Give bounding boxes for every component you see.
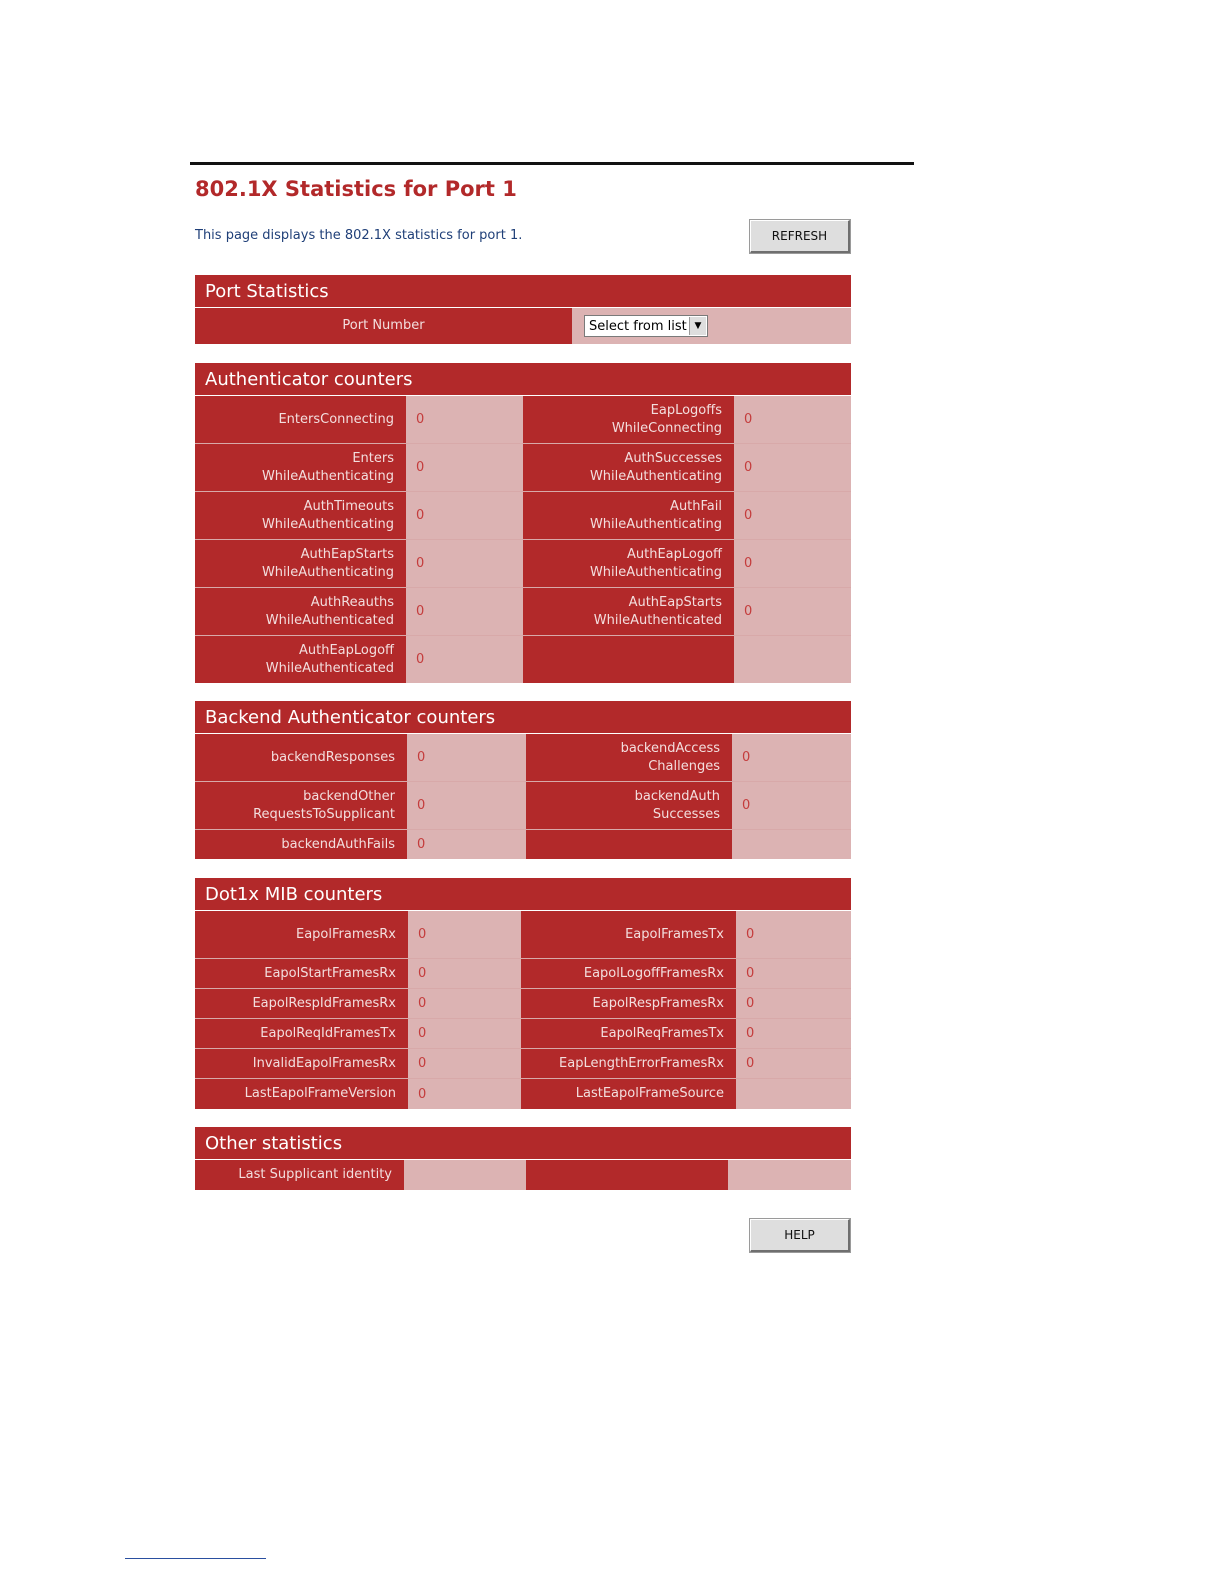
counter-label: AuthReauths WhileAuthenticated xyxy=(195,588,406,635)
counter-label: AuthSuccesses WhileAuthenticating xyxy=(523,444,734,491)
counter-value xyxy=(734,636,851,683)
counter-label: Last Supplicant identity xyxy=(195,1160,404,1190)
counter-label: backendAuthFails xyxy=(195,830,407,859)
footnote-divider xyxy=(125,1558,266,1559)
counter-value: 0 xyxy=(407,830,526,859)
port-number-select-value: Select from list xyxy=(589,318,687,334)
authenticator-counters-section xyxy=(195,363,851,683)
counter-row xyxy=(195,959,851,989)
counter-value: 0 xyxy=(406,636,523,683)
counter-label: backendAuth Successes xyxy=(526,782,732,829)
counter-label: EapLogoffs WhileConnecting xyxy=(523,396,734,443)
counter-value: 0 xyxy=(408,911,521,958)
counter-value: 0 xyxy=(408,1049,521,1078)
counter-label: AuthEapLogoff WhileAuthenticated xyxy=(195,636,406,683)
counter-value: 0 xyxy=(408,1019,521,1048)
counter-value: 0 xyxy=(736,959,851,988)
port-statistics-section xyxy=(195,275,851,344)
backend-counters-section xyxy=(195,701,851,859)
counter-row xyxy=(195,782,851,830)
counter-value xyxy=(732,830,851,859)
section-heading: Port Statistics xyxy=(195,275,851,308)
counter-value: 0 xyxy=(406,444,523,491)
counter-row xyxy=(195,540,851,588)
counter-label: Enters WhileAuthenticating xyxy=(195,444,406,491)
counter-value: 0 xyxy=(734,492,851,539)
counter-value: 0 xyxy=(734,588,851,635)
counter-value: 0 xyxy=(736,1019,851,1048)
counter-value: 0 xyxy=(734,540,851,587)
counter-value: 0 xyxy=(406,396,523,443)
counter-value: 0 xyxy=(408,959,521,988)
counter-label: AuthEapLogoff WhileAuthenticating xyxy=(523,540,734,587)
counter-row xyxy=(195,1079,851,1109)
counter-row xyxy=(195,588,851,636)
chevron-down-icon[interactable]: ▼ xyxy=(689,317,706,335)
counter-label: EapolRespFramesRx xyxy=(521,989,736,1018)
counter-label: AuthEapStarts WhileAuthenticated xyxy=(523,588,734,635)
counter-label: backendOther RequestsToSupplicant xyxy=(195,782,407,829)
counter-label xyxy=(526,830,732,859)
mib-counters-section xyxy=(195,878,851,1109)
counter-row xyxy=(195,492,851,540)
refresh-button[interactable]: REFRESH xyxy=(750,220,850,253)
counter-row xyxy=(195,830,851,859)
page-description: This page displays the 802.1X statistics for port 1. xyxy=(195,228,523,243)
counter-label: EapolFramesTx xyxy=(521,911,736,958)
other-statistics-section xyxy=(195,1127,851,1190)
page-title: 802.1X Statistics for Port 1 xyxy=(195,177,517,201)
counter-label: AuthTimeouts WhileAuthenticating xyxy=(195,492,406,539)
counter-label: EapLengthErrorFramesRx xyxy=(521,1049,736,1078)
section-heading: Dot1x MIB counters xyxy=(195,878,851,911)
counter-row xyxy=(195,734,851,782)
counter-row xyxy=(195,636,851,683)
counter-value: 0 xyxy=(407,734,526,781)
counter-value: 0 xyxy=(406,492,523,539)
counter-row xyxy=(195,444,851,492)
counter-value: 0 xyxy=(408,989,521,1018)
counter-label: InvalidEapolFramesRx xyxy=(195,1049,408,1078)
counter-label: EapolStartFramesRx xyxy=(195,959,408,988)
counter-row xyxy=(195,1160,851,1190)
counter-row xyxy=(195,911,851,959)
counter-label: LastEapolFrameSource xyxy=(521,1079,736,1109)
counter-label xyxy=(526,1160,728,1190)
counter-label: EapolRespIdFramesRx xyxy=(195,989,408,1018)
section-heading: Backend Authenticator counters xyxy=(195,701,851,734)
counter-row xyxy=(195,396,851,444)
counter-label: LastEapolFrameVersion xyxy=(195,1079,408,1109)
counter-label xyxy=(523,636,734,683)
counter-value: 0 xyxy=(408,1079,521,1109)
counter-label: EntersConnecting xyxy=(195,396,406,443)
counter-value xyxy=(404,1160,526,1190)
port-number-row xyxy=(195,308,851,344)
counter-value: 0 xyxy=(736,911,851,958)
counter-value: 0 xyxy=(407,782,526,829)
section-heading: Authenticator counters xyxy=(195,363,851,396)
counter-row xyxy=(195,989,851,1019)
counter-label: backendResponses xyxy=(195,734,407,781)
counter-row xyxy=(195,1049,851,1079)
counter-value: 0 xyxy=(406,588,523,635)
port-number-select[interactable] xyxy=(584,315,708,337)
counter-value: 0 xyxy=(734,444,851,491)
counter-label: backendAccess Challenges xyxy=(526,734,732,781)
counter-value: 0 xyxy=(732,734,851,781)
port-number-label: Port Number xyxy=(195,308,572,344)
counter-label: AuthFail WhileAuthenticating xyxy=(523,492,734,539)
counter-value xyxy=(728,1160,851,1190)
counter-label: EapolLogoffFramesRx xyxy=(521,959,736,988)
counter-label: EapolReqFramesTx xyxy=(521,1019,736,1048)
section-heading: Other statistics xyxy=(195,1127,851,1160)
top-divider xyxy=(190,162,914,165)
counter-row xyxy=(195,1019,851,1049)
counter-value: 0 xyxy=(732,782,851,829)
port-number-cell xyxy=(572,308,851,344)
counter-label: AuthEapStarts WhileAuthenticating xyxy=(195,540,406,587)
help-button[interactable]: HELP xyxy=(750,1219,850,1252)
counter-value: 0 xyxy=(406,540,523,587)
counter-value: 0 xyxy=(734,396,851,443)
counter-value: 0 xyxy=(736,989,851,1018)
counter-value: 0 xyxy=(736,1049,851,1078)
counter-label: EapolReqIdFramesTx xyxy=(195,1019,408,1048)
counter-label: EapolFramesRx xyxy=(195,911,408,958)
counter-value xyxy=(736,1079,851,1109)
